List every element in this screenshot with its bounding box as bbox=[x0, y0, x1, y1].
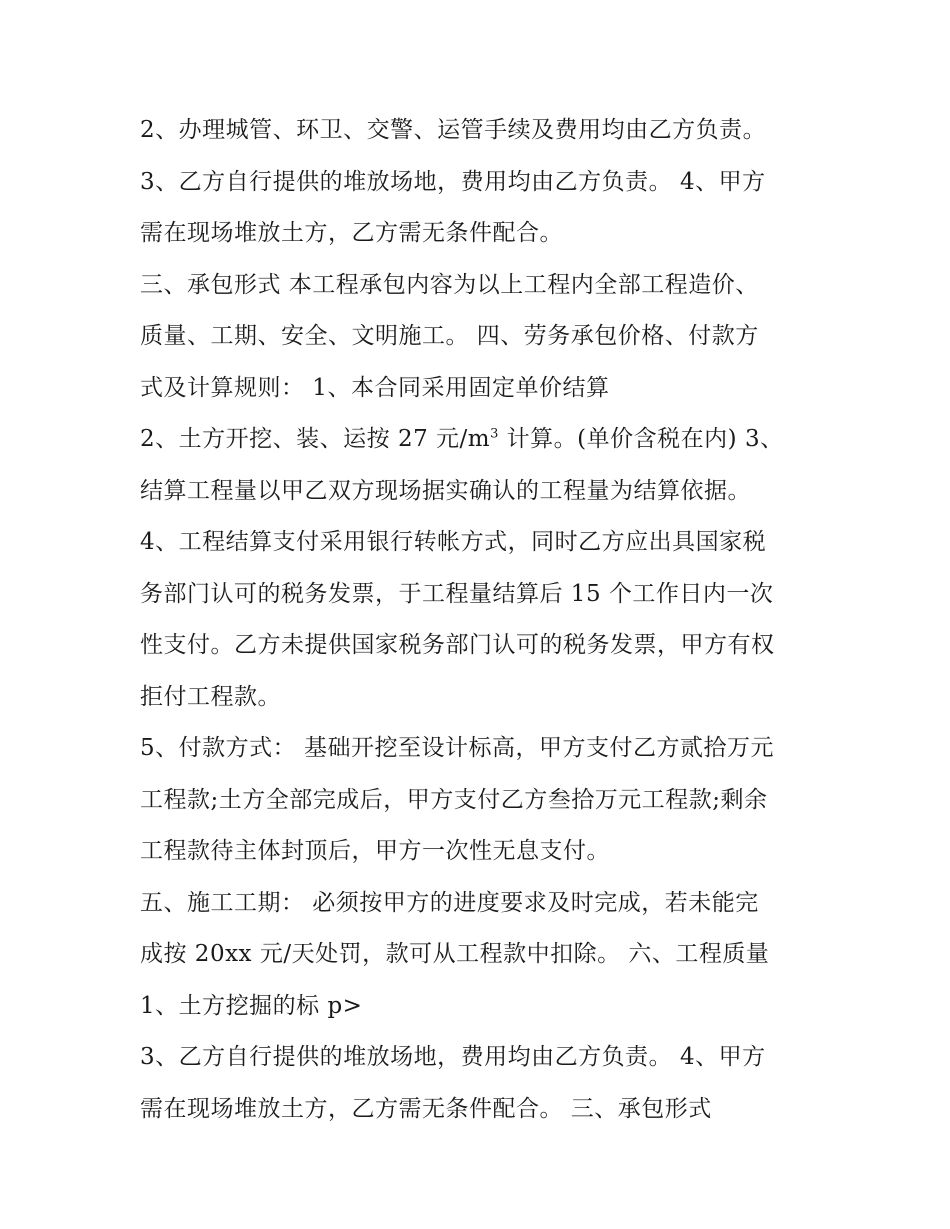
text-line: 3、乙方自行提供的堆放场地，费用均由乙方负责。 4、甲方 bbox=[140, 1044, 766, 1070]
text-line: 1、土方挖掘的标 p> bbox=[140, 992, 363, 1019]
text-line: 质量、工期、安全、文明施工。 四、劳务承包价格、付款方 bbox=[140, 323, 759, 349]
text-line: 三、承包形式 本工程承包内容为以上工程内全部工程造价、 bbox=[140, 271, 759, 298]
text-line: 性支付。乙方未提供国家税务部门认可的税务发票，甲方有权 bbox=[140, 632, 775, 658]
text-line: 务部门认可的税务发票，于工程量结算后 15 个工作日内一次 bbox=[140, 580, 774, 607]
text-line: 需在现场堆放土方，乙方需无条件配合。 三、承包形式 bbox=[140, 1095, 712, 1122]
document-body bbox=[140, 106, 840, 1136]
text-line: 拒付工程款。 bbox=[140, 683, 281, 710]
text-line: 式及计算规则： 1、本合同采用固定单价结算 bbox=[140, 374, 610, 401]
text-line: 3、乙方自行提供的堆放场地，费用均由乙方负责。 4、甲方 bbox=[140, 168, 766, 195]
text-line: 五、施工工期： 必须按甲方的进度要求及时完成，若未能完 bbox=[140, 889, 759, 916]
text-line: 需在现场堆放土方，乙方需无条件配合。 bbox=[140, 220, 563, 246]
superscript-cubic: 3 bbox=[490, 426, 499, 442]
text-line: 2、办理城管、环卫、交警、运管手续及费用均由乙方负责。 bbox=[140, 117, 767, 143]
text-line: 工程款待主体封顶后，甲方一次性无息支付。 bbox=[140, 838, 610, 864]
text-line: 4、工程结算支付采用银行转帐方式，同时乙方应出具国家税 bbox=[140, 529, 767, 555]
text-line: 5、付款方式： 基础开挖至设计标高，甲方支付乙方贰拾万元 bbox=[140, 735, 774, 761]
text-line: 结算工程量以甲乙双方现场据实确认的工程量为结算依据。 bbox=[140, 477, 751, 504]
text-line: 工程款;土方全部完成后，甲方支付乙方叁拾万元工程款;剩余 bbox=[140, 786, 768, 813]
text-segment: 2、土方开挖、装、运按 27 元/m bbox=[140, 426, 491, 452]
text-line: 成按 20xx 元/天处罚，款可从工程款中扣除。 六、工程质量 bbox=[140, 941, 770, 967]
text-segment: 计算。(单价含税在内) 3、 bbox=[498, 426, 784, 452]
text-line-unit-price bbox=[140, 415, 840, 467]
